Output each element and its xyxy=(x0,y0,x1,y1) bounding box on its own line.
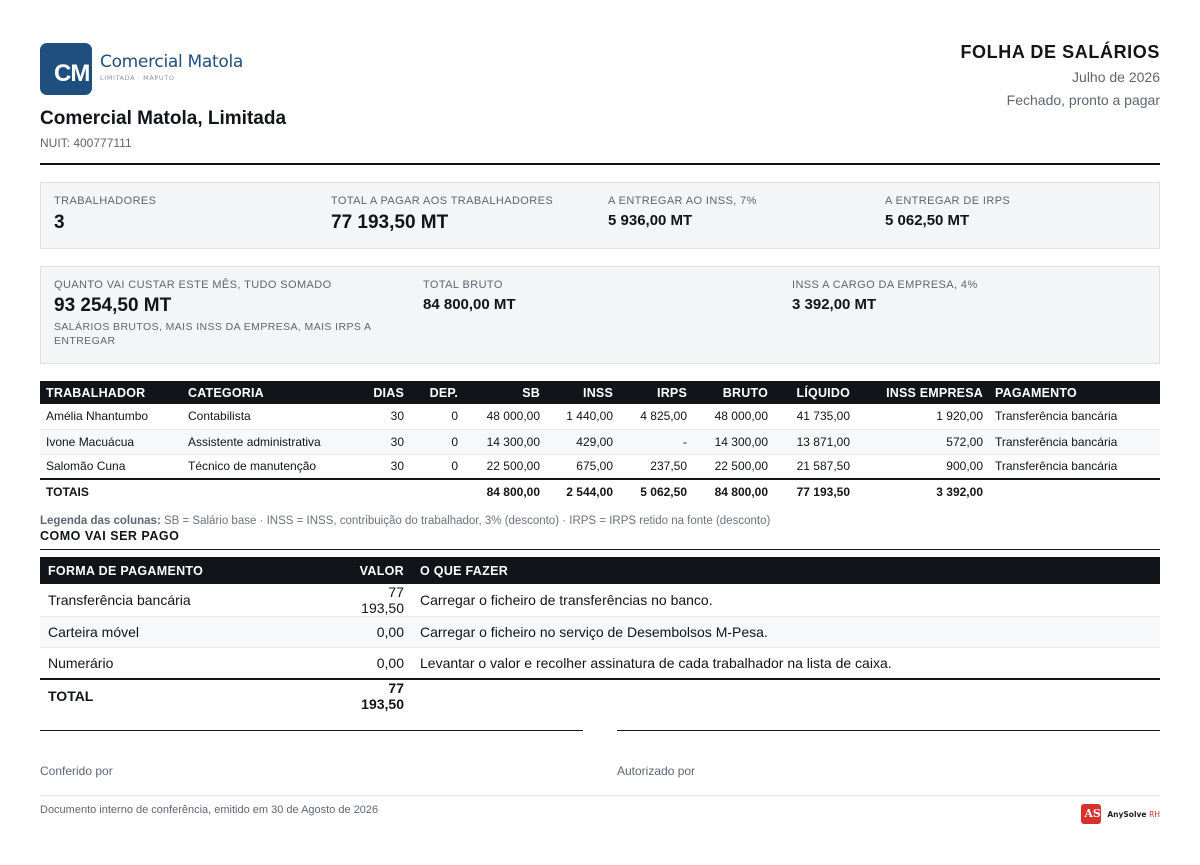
stat-value: 84 800,00 MT xyxy=(423,296,516,313)
signature-line-authorized xyxy=(617,730,1160,731)
payment-header-row xyxy=(40,557,1160,584)
header-divider xyxy=(40,163,1160,165)
total-inss: 2 544,00 xyxy=(546,479,619,503)
col-payment-action: O QUE FAZER xyxy=(412,557,1160,584)
cell-category: Assistente administrativa xyxy=(182,429,352,454)
cell-payment: Transferência bancária xyxy=(989,454,1160,479)
table-row xyxy=(40,584,1160,617)
total-employer-inss: 3 392,00 xyxy=(856,479,989,503)
cell-value: 0,00 xyxy=(336,648,412,679)
brand-logo-icon xyxy=(1081,804,1101,824)
legend-text: SB = Salário base · INSS = INSS, contribuição do trabalhador, 3% (desconto) · IRPS = IRPS retido na fonte (desconto) xyxy=(163,515,771,527)
cell-dependents: 0 xyxy=(410,429,464,454)
cell-category: Técnico de manutenção xyxy=(182,454,352,479)
cell-payment: Transferência bancária xyxy=(989,404,1160,429)
cell-empty xyxy=(410,479,464,503)
cell-irps: 237,50 xyxy=(619,454,693,479)
col-days: DIAS xyxy=(352,381,410,404)
signature-label-authorized: Autorizado por xyxy=(617,764,696,778)
stat-workers xyxy=(54,195,156,234)
stat-value: 5 062,50 MT xyxy=(885,212,970,229)
cell-days: 30 xyxy=(352,404,410,429)
payroll-table xyxy=(40,381,1160,503)
cell-category: Contabilista xyxy=(182,404,352,429)
total-gross: 84 800,00 xyxy=(693,479,774,503)
stat-irps-due xyxy=(885,195,1010,229)
stat-value: 3 392,00 MT xyxy=(792,296,877,313)
cell-gross: 14 300,00 xyxy=(693,429,774,454)
stat-value: 93 254,50 MT xyxy=(54,295,172,316)
document-title: FOLHA DE SALÁRIOS xyxy=(960,42,1160,62)
brand-mark-text: AS xyxy=(1084,807,1101,820)
cell-gross: 48 000,00 xyxy=(693,404,774,429)
cell-irps: 4 825,00 xyxy=(619,404,693,429)
cell-inss: 1 440,00 xyxy=(546,404,619,429)
cell-empty xyxy=(182,479,352,503)
stat-label: INSS A CARGO DA EMPRESA, 4% xyxy=(792,279,978,291)
section-divider xyxy=(40,549,1160,550)
cell-net: 13 871,00 xyxy=(774,429,856,454)
total-base-salary: 84 800,00 xyxy=(464,479,546,503)
cell-value: 77 193,50 xyxy=(336,584,412,617)
cell-days: 30 xyxy=(352,429,410,454)
cell-base-salary: 48 000,00 xyxy=(464,404,546,429)
col-gross: BRUTO xyxy=(693,381,774,404)
cell-method: Transferência bancária xyxy=(40,584,336,617)
stat-month-cost xyxy=(54,279,394,348)
cell-base-salary: 22 500,00 xyxy=(464,454,546,479)
stat-inss-due xyxy=(608,195,757,229)
cell-dependents: 0 xyxy=(410,454,464,479)
col-payment: PAGAMENTO xyxy=(989,381,1160,404)
cell-gross: 22 500,00 xyxy=(693,454,774,479)
cell-worker: Ivone Macuácua xyxy=(40,429,182,454)
cell-action: Levantar o valor e recolher assinatura de cada trabalhador na lista de caixa. xyxy=(412,648,1160,679)
col-payment-value: VALOR xyxy=(336,557,412,584)
stat-net-total xyxy=(331,195,553,234)
cell-empty xyxy=(412,679,1160,712)
stat-label: TRABALHADORES xyxy=(54,195,157,207)
cell-empty xyxy=(352,479,410,503)
cell-inss: 675,00 xyxy=(546,454,619,479)
cell-days: 30 xyxy=(352,454,410,479)
logo-name: Comercial Matola xyxy=(100,52,244,72)
stat-value: 5 936,00 MT xyxy=(608,212,693,229)
cell-payment: Transferência bancária xyxy=(989,429,1160,454)
cell-action: Carregar o ficheiro no serviço de Desembolsos M-Pesa. xyxy=(412,617,1160,648)
logo-mark xyxy=(40,43,92,95)
cell-method: Numerário xyxy=(40,648,336,679)
col-irps: IRPS xyxy=(619,381,693,404)
payroll-document xyxy=(40,40,1160,820)
stat-label: TOTAL BRUTO xyxy=(423,279,503,291)
stat-value: 77 193,50 MT xyxy=(331,212,449,233)
document-header xyxy=(40,40,1160,164)
col-dependents: DEP. xyxy=(410,381,464,404)
cell-employer-inss: 900,00 xyxy=(856,454,989,479)
summary-panel-primary xyxy=(40,182,1160,249)
footer-text: Documento interno de conferência, emitido em 30 de Agosto de 2026 xyxy=(40,804,379,816)
document-status: Fechado, pronto a pagar xyxy=(1006,92,1160,108)
cell-empty xyxy=(989,479,1160,503)
cell-worker: Amélia Nhantumbo xyxy=(40,404,182,429)
footer-divider xyxy=(40,795,1160,796)
payment-total-label: TOTAL xyxy=(40,679,336,712)
column-legend xyxy=(40,515,770,527)
summary-panel-costs xyxy=(40,266,1160,364)
cell-irps: - xyxy=(619,429,693,454)
cell-method: Carteira móvel xyxy=(40,617,336,648)
brand-name: AnySolve xyxy=(1107,809,1147,819)
payment-total-value: 77 193,50 xyxy=(336,679,412,712)
cell-base-salary: 14 300,00 xyxy=(464,429,546,454)
col-base-salary: SB xyxy=(464,381,546,404)
cell-inss: 429,00 xyxy=(546,429,619,454)
stat-label: QUANTO VAI CUSTAR ESTE MÊS, TUDO SOMADO xyxy=(54,279,332,291)
signature-label-checked: Conferido por xyxy=(40,764,113,778)
logo-initials: CM xyxy=(54,60,90,87)
stat-label: A ENTREGAR DE IRPS xyxy=(885,195,1011,207)
stat-value: 3 xyxy=(54,212,65,233)
stat-employer-inss xyxy=(792,279,978,313)
stat-label: TOTAL A PAGAR AOS TRABALHADORES xyxy=(331,195,554,207)
table-row xyxy=(40,454,1160,479)
total-net: 77 193,50 xyxy=(774,479,856,503)
legend-title: Legenda das colunas: xyxy=(40,515,161,527)
document-period: Julho de 2026 xyxy=(1072,69,1160,85)
payroll-header-row xyxy=(40,381,1160,404)
company-logo xyxy=(40,43,243,95)
cell-employer-inss: 572,00 xyxy=(856,429,989,454)
cell-employer-inss: 1 920,00 xyxy=(856,404,989,429)
totals-label: TOTAIS xyxy=(40,479,182,503)
stat-note: SALÁRIOS BRUTOS, MAIS INSS DA EMPRESA, MAIS IRPS A ENTREGAR xyxy=(54,321,371,347)
payment-total-row xyxy=(40,679,1160,712)
table-row xyxy=(40,648,1160,679)
cell-net: 21 587,50 xyxy=(774,454,856,479)
col-category: CATEGORIA xyxy=(182,381,352,404)
col-payment-method: FORMA DE PAGAMENTO xyxy=(40,557,336,584)
col-worker: TRABALHADOR xyxy=(40,381,182,404)
totals-row xyxy=(40,479,1160,503)
payment-table xyxy=(40,557,1160,712)
cell-dependents: 0 xyxy=(410,404,464,429)
cell-worker: Salomão Cuna xyxy=(40,454,182,479)
col-inss: INSS xyxy=(546,381,619,404)
company-nuit: NUIT: 400777111 xyxy=(40,136,132,150)
logo-wordmark xyxy=(100,52,243,82)
stat-label: A ENTREGAR AO INSS, 7% xyxy=(608,195,757,207)
table-row xyxy=(40,404,1160,429)
payment-section-title: COMO VAI SER PAGO xyxy=(40,529,180,543)
brand-suffix: RH xyxy=(1149,809,1160,819)
table-row xyxy=(40,429,1160,454)
brand-wordmark xyxy=(1107,810,1160,819)
cell-action: Carregar o ficheiro de transferências no banco. xyxy=(412,584,1160,617)
col-net: LÍQUIDO xyxy=(774,381,856,404)
col-employer-inss: INSS EMPRESA xyxy=(856,381,989,404)
signature-line-checked xyxy=(40,730,583,731)
table-row xyxy=(40,617,1160,648)
cell-value: 0,00 xyxy=(336,617,412,648)
company-name: Comercial Matola, Limitada xyxy=(40,108,287,129)
total-irps: 5 062,50 xyxy=(619,479,693,503)
software-brand xyxy=(1081,804,1160,824)
logo-tagline: LIMITADA · MAPUTO xyxy=(100,74,175,82)
stat-gross-total xyxy=(423,279,516,313)
cell-net: 41 735,00 xyxy=(774,404,856,429)
